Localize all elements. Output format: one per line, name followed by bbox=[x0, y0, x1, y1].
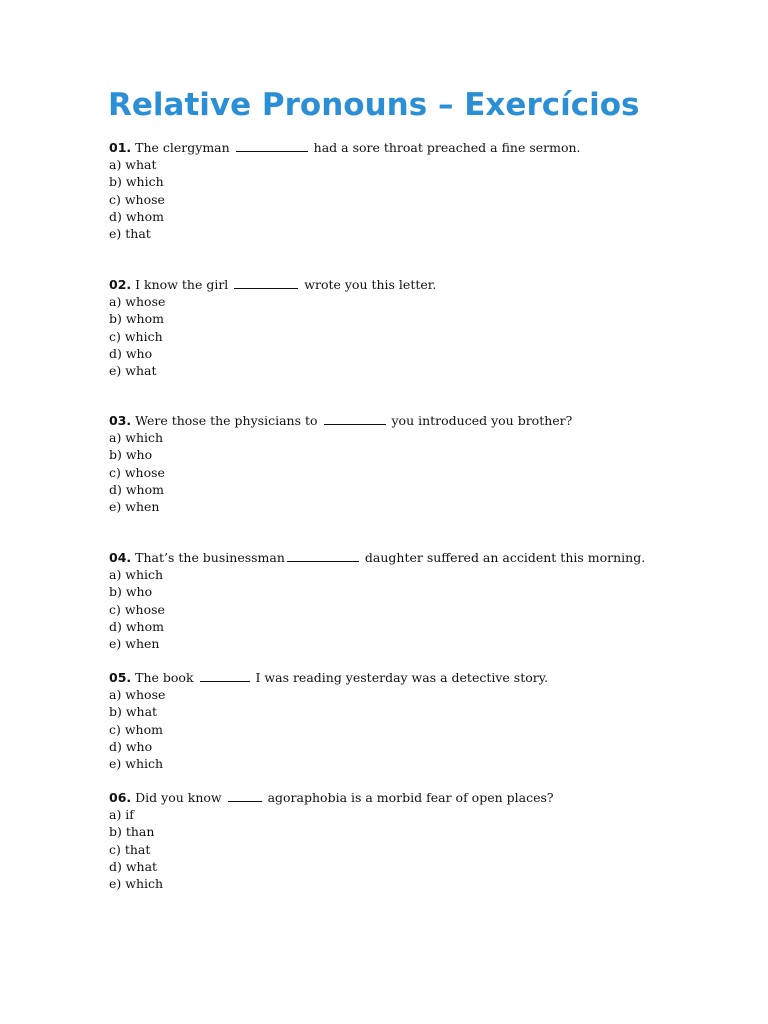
option-d: d) who bbox=[109, 738, 153, 754]
option-a: a) which bbox=[109, 430, 164, 446]
question-text-after: agoraphobia is a morbid fear of open places? bbox=[267, 790, 554, 805]
options-list bbox=[109, 293, 729, 379]
question-stem bbox=[109, 412, 729, 429]
question-text-after: daughter suffered an accident this morning. bbox=[364, 550, 646, 565]
question-05 bbox=[109, 669, 729, 772]
page-title: Relative Pronouns – Exercícios bbox=[108, 87, 640, 123]
question-text-before: Did you know bbox=[135, 790, 222, 805]
question-text-after: wrote you this letter. bbox=[304, 277, 437, 292]
option-b: b) who bbox=[109, 447, 153, 463]
options-list bbox=[109, 806, 729, 892]
option-e: e) that bbox=[109, 226, 151, 242]
answer-blank bbox=[236, 139, 308, 152]
option-e: e) which bbox=[109, 756, 164, 772]
option-a: a) whose bbox=[109, 294, 166, 310]
answer-blank bbox=[234, 276, 298, 289]
question-number: 01. bbox=[109, 140, 132, 155]
answer-blank bbox=[324, 412, 386, 425]
question-number: 05. bbox=[109, 670, 132, 685]
question-text-after: you introduced you brother? bbox=[391, 413, 573, 428]
question-stem bbox=[109, 276, 729, 293]
option-a: a) which bbox=[109, 567, 164, 583]
options-list bbox=[109, 429, 729, 515]
question-text-before: Were those the physicians to bbox=[135, 413, 318, 428]
question-text-before: The clergyman bbox=[135, 140, 230, 155]
question-text-after: I was reading yesterday was a detective story. bbox=[255, 670, 549, 685]
question-stem bbox=[109, 139, 729, 156]
option-d: d) what bbox=[109, 858, 158, 874]
options-list bbox=[109, 156, 729, 242]
question-03 bbox=[109, 412, 729, 515]
option-e: e) which bbox=[109, 876, 164, 892]
option-b: b) whom bbox=[109, 311, 164, 327]
option-a: a) if bbox=[109, 807, 134, 823]
option-c: c) which bbox=[109, 328, 163, 344]
option-e: e) what bbox=[109, 363, 157, 379]
question-06 bbox=[109, 789, 729, 892]
option-d: d) who bbox=[109, 345, 153, 361]
option-c: c) that bbox=[109, 841, 151, 857]
answer-blank bbox=[200, 669, 250, 682]
option-a: a) whose bbox=[109, 687, 166, 703]
option-e: e) when bbox=[109, 636, 160, 652]
options-list bbox=[109, 566, 729, 652]
option-c: c) whose bbox=[109, 601, 165, 617]
question-number: 06. bbox=[109, 790, 132, 805]
option-d: d) whom bbox=[109, 208, 164, 224]
option-b: b) which bbox=[109, 174, 164, 190]
answer-blank bbox=[287, 549, 359, 562]
question-text-before: That’s the businessman bbox=[135, 550, 285, 565]
question-02 bbox=[109, 276, 729, 379]
option-d: d) whom bbox=[109, 618, 164, 634]
option-e: e) when bbox=[109, 499, 160, 515]
question-number: 04. bbox=[109, 550, 132, 565]
question-stem bbox=[109, 789, 729, 806]
question-text-after: had a sore throat preached a fine sermon. bbox=[313, 140, 581, 155]
question-stem bbox=[109, 669, 729, 686]
answer-blank bbox=[228, 789, 262, 802]
question-number: 02. bbox=[109, 277, 132, 292]
options-list bbox=[109, 686, 729, 772]
question-stem bbox=[109, 549, 729, 566]
question-number: 03. bbox=[109, 413, 132, 428]
option-b: b) who bbox=[109, 584, 153, 600]
option-a: a) what bbox=[109, 157, 157, 173]
option-c: c) whom bbox=[109, 721, 163, 737]
option-b: b) what bbox=[109, 704, 158, 720]
question-text-before: I know the girl bbox=[135, 277, 229, 292]
option-c: c) whose bbox=[109, 191, 165, 207]
question-01 bbox=[109, 139, 729, 242]
question-text-before: The book bbox=[135, 670, 194, 685]
option-b: b) than bbox=[109, 824, 155, 840]
option-d: d) whom bbox=[109, 481, 164, 497]
option-c: c) whose bbox=[109, 464, 165, 480]
question-04 bbox=[109, 549, 729, 652]
